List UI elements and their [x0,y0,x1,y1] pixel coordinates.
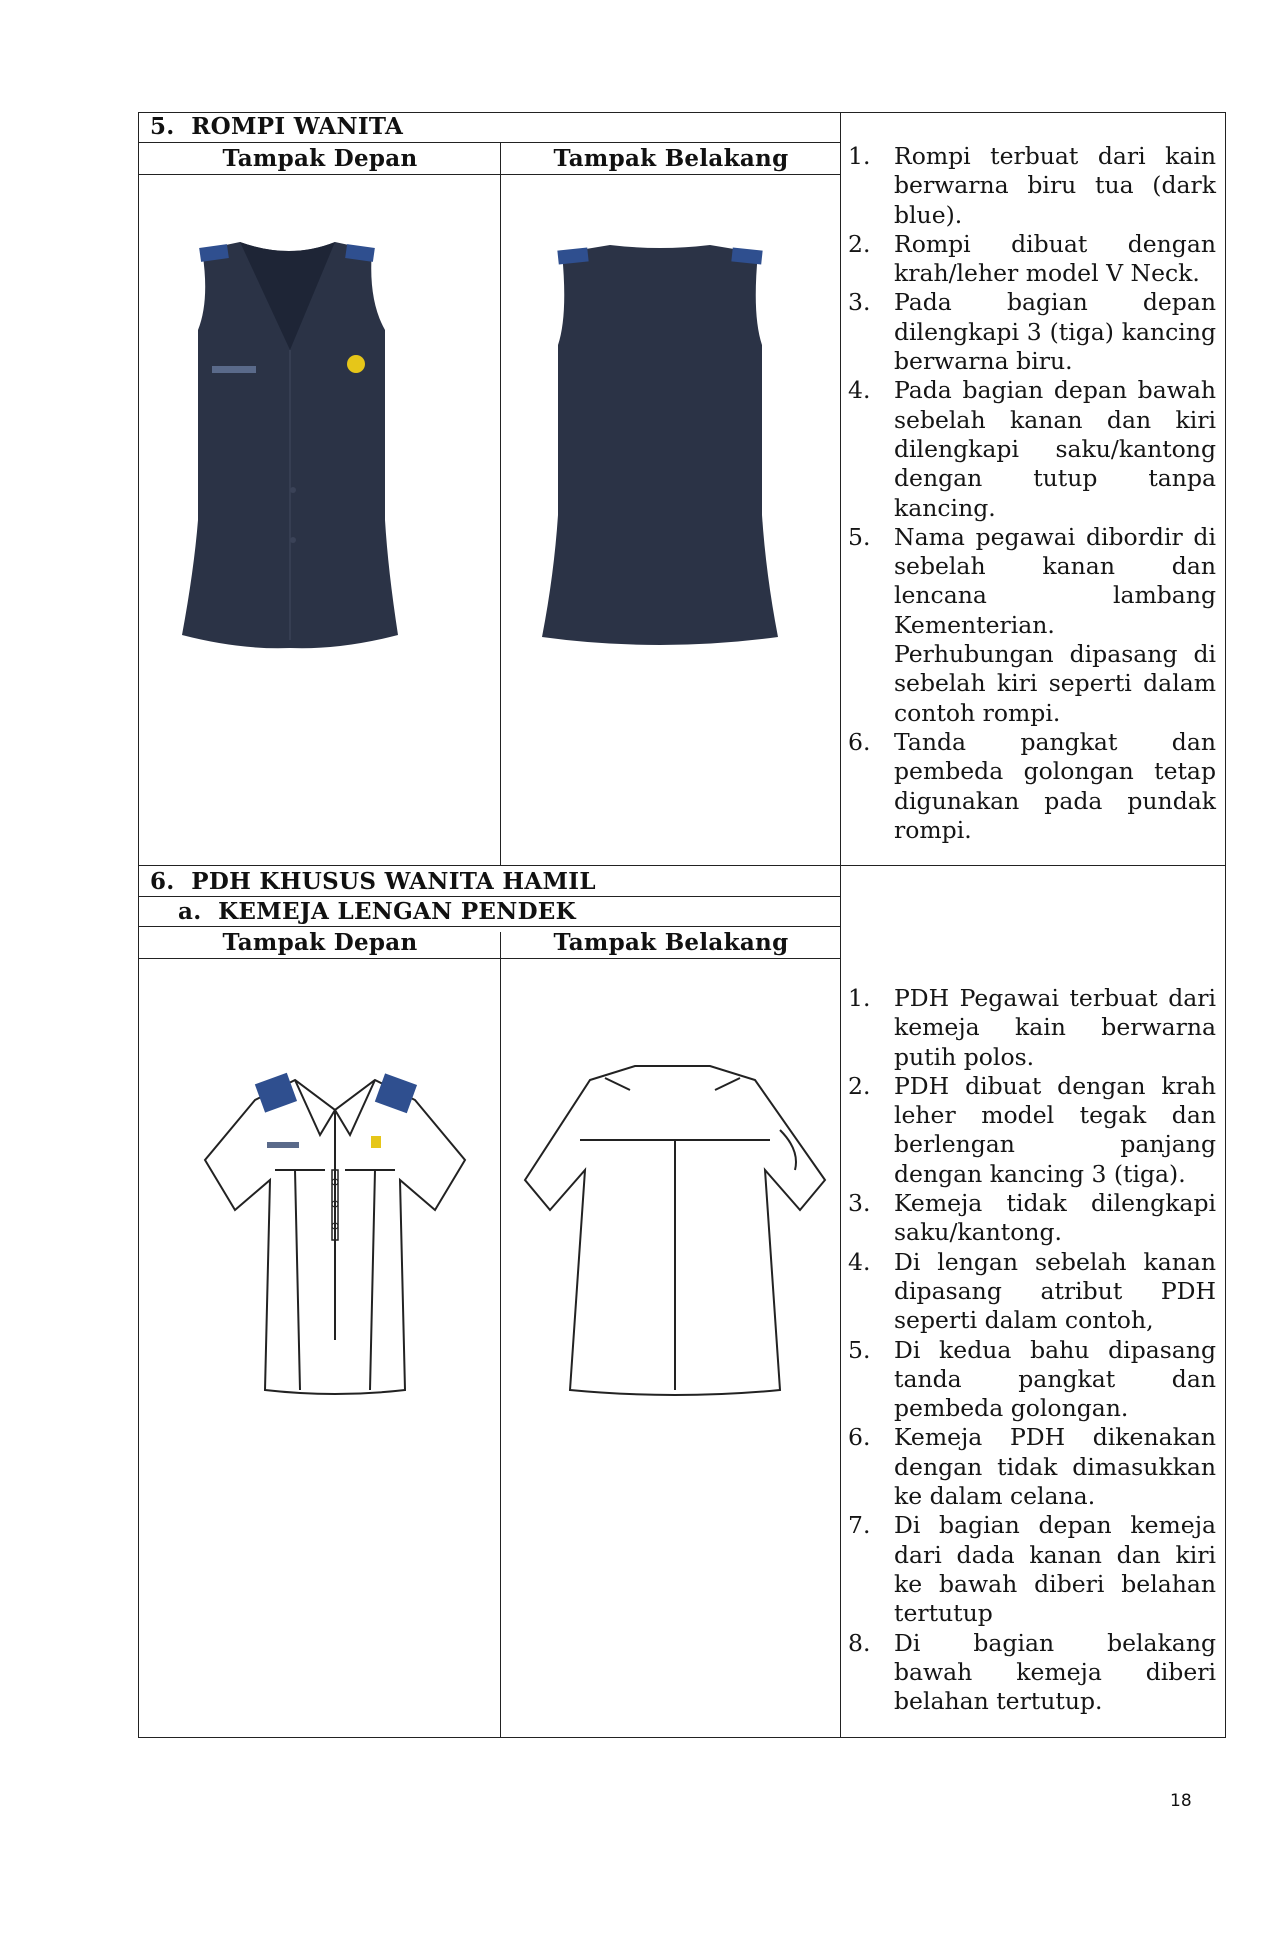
list-item-line: Rompi dibuat dengan [894,229,1216,258]
section-6-title: 6. PDH KHUSUS WANITA HAMIL [150,868,596,895]
list-item-number: 8. [848,1628,871,1657]
section-6-front-label: Tampak Depan [222,929,418,956]
list-item-line: belahan tertutup. [894,1687,1103,1716]
list-item [848,1629,1216,1717]
list-item-line: kemeja kain berwarna [894,1013,1216,1042]
list-item-line: ke dalam celana. [894,1482,1096,1511]
row-line-6-title [138,896,840,897]
column-divider-right [840,112,841,1738]
list-item [848,142,1216,230]
list-item-line: Tanda pangkat dan [894,727,1216,756]
list-item-line: lencana lambang [894,581,1216,610]
row-line-5-labels [138,174,840,175]
list-item-line: PDH Pegawai terbuat dari [894,984,1216,1012]
list-item-line: dengan kancing 3 (tiga). [894,1159,1186,1188]
list-item [848,728,1216,845]
list-item-number: 1. [848,984,871,1012]
section-5-front-label: Tampak Depan [222,145,418,172]
list-item-line: Kemeja tidak dilengkapi [894,1189,1216,1218]
column-divider-images-top [500,143,501,865]
list-item-line: rompi. [894,815,972,844]
column-divider-images-bottom [500,932,501,1738]
list-item-line: seperti dalam contoh, [894,1306,1154,1335]
list-item [848,288,1216,376]
list-item-line: Di lengan sebelah kanan [894,1247,1216,1276]
list-item-line: Di bagian depan kemeja [894,1511,1216,1540]
list-item [848,523,1216,728]
page-number: 18 [1170,1791,1192,1811]
list-item-line: Di kedua bahu dipasang [894,1335,1216,1364]
list-item-line: bawah kemeja diberi [894,1657,1216,1686]
list-item-line: kancing. [894,493,996,522]
list-item-line: Kemeja PDH dikenakan [894,1423,1216,1452]
list-item-line: berlengan panjang [894,1130,1216,1159]
list-item-line: dengan tidak dimasukkan [894,1452,1216,1481]
list-item-number: 1. [848,142,871,170]
list-item-line: blue). [894,200,963,229]
ministry-badge-icon [347,355,365,373]
list-item-line: dilengkapi 3 (tiga) kancing [894,317,1216,346]
list-item-line: sebelah kiri seperti dalam [894,669,1216,698]
list-item-line: contoh rompi. [894,698,1061,727]
section-6-description [848,984,1216,1716]
list-item [848,376,1216,522]
list-item [848,984,1216,1072]
list-item-line: Nama pegawai dibordir di [894,522,1216,551]
list-item-line: tertutup [894,1599,993,1628]
front-name-tag [267,1142,299,1148]
name-tag-icon [212,366,256,373]
list-item-line: Pada bagian depan [894,288,1216,317]
list-item-line: saku/kantong. [894,1218,1062,1247]
list-item-line: sebelah kanan dan kiri [894,405,1216,434]
list-item-line: Kementerian. [894,610,1055,639]
list-item-line: Perhubungan dipasang di [894,640,1216,669]
front-badge [371,1136,381,1148]
vest-back-image [540,245,780,655]
list-item-number: 7. [848,1511,871,1540]
list-item-number: 3. [848,1189,871,1218]
list-item [848,1072,1216,1189]
vest-front-image [180,240,400,660]
list-item-number: 4. [848,376,871,405]
list-item-number: 5. [848,1335,871,1364]
list-item-line: putih polos. [894,1042,1035,1071]
list-item-number: 2. [848,1071,871,1100]
section-5-description [848,142,1216,845]
shirt-front-image [175,1060,495,1420]
list-item-line: dari dada kanan dan kiri [894,1540,1216,1569]
list-item-line: Di bagian belakang [894,1628,1216,1657]
list-item-line: pembeda golongan. [894,1394,1129,1423]
row-line-6-subtitle [138,926,840,927]
list-item-line: berwarna biru. [894,347,1073,376]
list-item-number: 5. [848,522,871,551]
row-line-5-title [138,142,840,143]
list-item-line: tanda pangkat dan [894,1364,1216,1393]
list-item [848,1189,1216,1248]
list-item-number: 3. [848,288,871,317]
list-item-number: 2. [848,229,871,258]
list-item [848,1511,1216,1628]
section-5-back-label: Tampak Belakang [553,145,789,172]
section-5-title: 5. ROMPI WANITA [150,113,404,140]
list-item-line: Rompi terbuat dari kain [894,142,1216,170]
list-item-line: pembeda golongan tetap [894,757,1216,786]
list-item [848,1248,1216,1336]
list-item-line: dipasang atribut PDH [894,1276,1216,1305]
list-item-line: leher model tegak dan [894,1101,1216,1130]
section-6-subtitle: a. KEMEJA LENGAN PENDEK [178,898,576,925]
list-item-number: 6. [848,727,871,756]
list-item-line: sebelah kanan dan [894,552,1216,581]
list-item-line: ke bawah diberi belahan [894,1569,1216,1598]
list-item-line: PDH dibuat dengan krah [894,1071,1216,1100]
row-line-6-labels [138,958,840,959]
list-item-line: dengan tutup tanpa [894,464,1216,493]
section-6-back-label: Tampak Belakang [553,929,789,956]
list-item-number: 6. [848,1423,871,1452]
list-item-line: berwarna biru tua (dark [894,171,1216,200]
row-line-section-divider [138,865,1226,866]
vest-back-body [542,245,778,645]
list-item-number: 4. [848,1247,871,1276]
shirt-back-image [510,1060,830,1420]
list-item-line: dilengkapi saku/kantong [894,434,1216,463]
list-item-line: Pada bagian depan bawah [894,376,1216,405]
list-item [848,230,1216,289]
list-item-line: krah/leher model V Neck. [894,259,1200,288]
list-item [848,1423,1216,1511]
list-item-line: digunakan pada pundak [894,786,1216,815]
list-item [848,1336,1216,1424]
